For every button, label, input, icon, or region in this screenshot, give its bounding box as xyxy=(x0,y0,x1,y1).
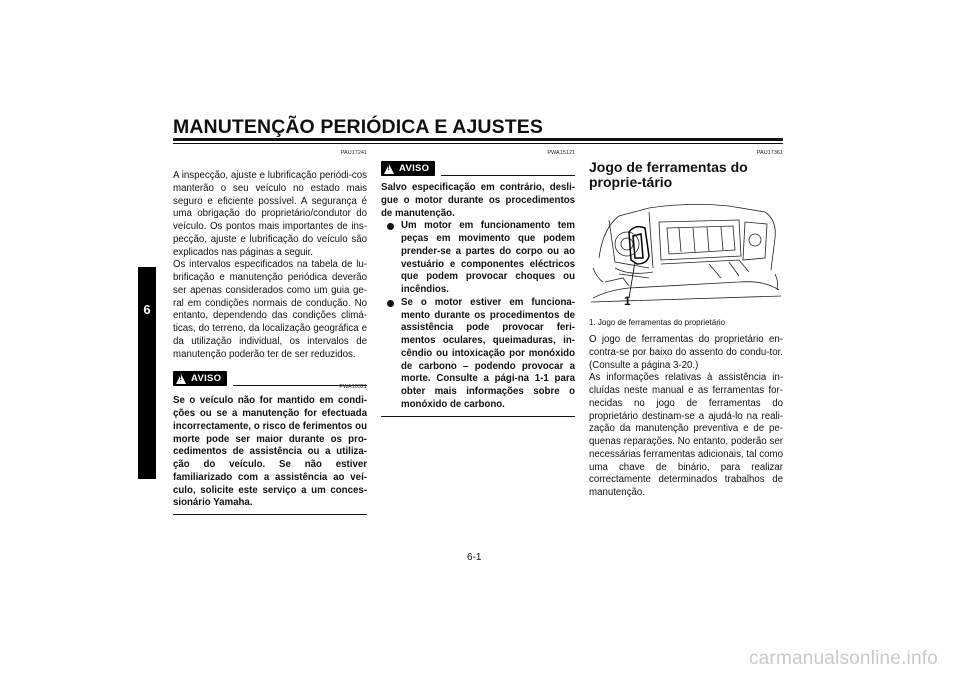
bullet-icon xyxy=(387,300,394,307)
column-1 xyxy=(173,150,367,515)
warning-intro: Salvo especificação em contrário, desli-gue o motor durante os procedimentos de manutenção. xyxy=(381,182,575,219)
toolkit-illustration xyxy=(589,198,783,310)
location-paragraph: O jogo de ferramentas do proprietário en-contra-se por baixo do assento do condu-tor. (Consulte a página 3-20.) xyxy=(589,334,783,371)
warning-rule xyxy=(441,175,575,176)
section-title: Jogo de ferramentas do proprie-tário xyxy=(589,159,748,190)
warning-code: PWA15121 xyxy=(547,150,575,156)
intervals-paragraph: Os intervalos especificados na tabela de lu-brificação e manutenção periódica deverão ser apenas considerados como um guia ge-ral em condições normais de condução. No entanto, dependendo das condições climá-ticas, do terreno, da localização geográfica e da utilização individual, os intervalos de manutenção poderão ter de ser reduzidos. xyxy=(173,259,367,360)
warning-triangle-icon: ! xyxy=(384,164,394,174)
watermark: carmanualsonline.info xyxy=(748,648,938,669)
chapter-number: 6 xyxy=(143,302,151,317)
section-code: PAU17241 xyxy=(340,150,367,156)
warning-box-1 xyxy=(173,371,367,515)
chapter-tab xyxy=(138,267,156,479)
warning-label: AVISO xyxy=(399,163,430,174)
list-item xyxy=(387,220,575,297)
figure-caption: 1. Jogo de ferramentas do proprietário xyxy=(589,318,726,327)
header-rule xyxy=(173,138,783,141)
column-2 xyxy=(381,150,575,417)
warning-badge xyxy=(381,161,435,176)
toolkit-diagram xyxy=(589,198,783,310)
warning-badge xyxy=(173,371,227,386)
bullet-text: Um motor em funcionamento tem peças em movimento que podem prender-se a partes do corpo ou ao vestuário e componentes eléctricos que podem provocar choques ou incêndios. xyxy=(401,220,575,295)
warning-bullet-list xyxy=(381,220,575,411)
info-paragraph: As informações relativas à assistência in-cluídas neste manual e as ferramentas for-necidas no jogo de ferramentas do proprietário destinam-se a ajudá-lo na reali-zação da manutenção preventiva e de pe-quenas reparações. No entanto, poderão ser necessárias ferramentas adicionais, tal como uma chave de binário, para realizar correctamente determinados trabalhos de manutenção. xyxy=(589,372,783,498)
section-code: PAU17361 xyxy=(756,150,783,156)
header-rule-thin xyxy=(173,143,783,144)
warning-code: PWA10321 xyxy=(339,384,367,391)
list-item xyxy=(387,297,575,412)
figure-callout: 1 xyxy=(624,294,631,308)
warning-bottom-rule xyxy=(381,416,575,417)
column-3 xyxy=(589,150,783,500)
warning-text: Se o veículo não for mantido em condi-ções ou se a manutenção for efectuada incorrectamente, o risco de ferimentos ou morte pode ser maior durante os pro-cedimentos de assistência ou a utiliza-ção do veículo. Se não estiver familiarizado com a assistência ao veí-culo, solicite este serviço a um conces-sionário Yamaha. xyxy=(173,395,367,509)
page-number: 6-1 xyxy=(467,552,482,563)
warning-bottom-rule xyxy=(173,514,367,515)
bullet-icon xyxy=(387,223,394,230)
bullet-text: Se o motor estiver em funciona-mento durante os procedimentos de assistência pode provocar feri-mentos oculares, queimaduras, in-cêndio ou intoxicação por monóxido de carbono – podendo provocar a morte. Consulte a pági-na 1-1 para obter mais informações sobre o monóxido de carbono. xyxy=(401,296,575,410)
page-title: MANUTENÇÃO PERIÓDICA E AJUSTES xyxy=(173,116,543,138)
warning-triangle-icon: ! xyxy=(176,374,186,384)
intro-paragraph: A inspecção, ajuste e lubrificação periódi-cos manterão o seu veículo no estado mais seguro e eficiente possível. A segurança é uma obrigação do proprietário/condutor do veículo. Os pontos mais importantes de ins-pecção, ajuste e lubrificação do veículo são explicados nas páginas a seguir. xyxy=(173,170,367,258)
warning-label: AVISO xyxy=(191,373,222,385)
